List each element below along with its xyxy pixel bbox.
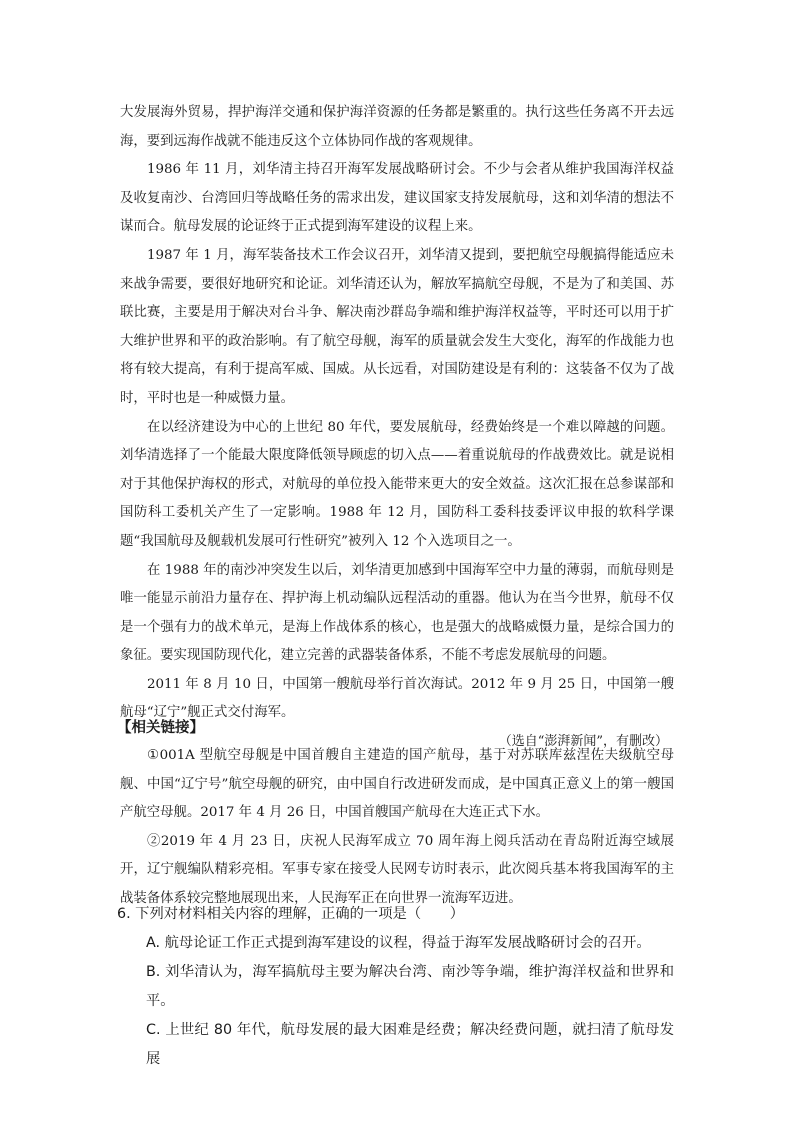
article-source: （选自“澎湃新闻”，有删改）: [498, 734, 668, 750]
question-block: [117, 900, 674, 1074]
question-option-b: B. 刘华清认为，海军搞航母主要为解决台湾、南沙等争端，维护海洋权益和世界和平。: [146, 964, 674, 1009]
article-paragraph-2: 1986 年 11 月，刘华清主持召开海军发展战略研讨会。不少与会者从维护我国海洋权益及收复南沙、台湾回归等战略任务的需求出发，建议国家支持发展航母，这和刘华清的想法不谋而合。航母发展的论证终于正式提到海军建设的议程上来。: [120, 162, 674, 235]
article-paragraph-3: 1987 年 1 月，海军装备技术工作会议召开，刘华清又提到，要把航空母舰搞得能适应未来战争需要，要很好地研究和论证。刘华清还认为，解放军搞航空母舰，不是为了和美国、苏联比赛，主要是用于解决对台斗争、解决南沙群岛争端和维护海洋权益等，平时还可以用于扩大维护世界和平的政治影响。有了航空母舰，海军的质量就会发生大变化，海军的作战能力也将有较大提高，有利于提高军威、国威。从长远看，对国防建设是有利的：这装备不仅为了战时，平时也是一种威慑力量。: [120, 247, 674, 406]
question-option-a: A. 航母论证工作正式提到海军建设的议程，得益于海军发展战略研讨会的召开。: [146, 935, 651, 951]
article-paragraph-5: 在 1988 年的南沙冲突发生以后，刘华清更加感到中国海军空中力量的薄弱，而航母则是唯一能显示前沿力量存在、捍护海上机动编队远程活动的重器。他认为在当今世界，航母不仅是一个强有力的战术单元，是海上作战体系的核心，也是强大的战略威慑力量，是综合国力的象征。要实现国防现代化，建立完善的武器装备体系，不能不考虑发展航母的问题。: [120, 562, 674, 664]
related-links-heading: 【相关链接】: [117, 720, 204, 736]
article-paragraph-4: 在以经济建设为中心的上世纪 80 年代，要发展航母，经费始终是一个难以障越的问题。刘华清选择了一个能最大限度降低领导顾虑的切入点——着重说航母的作战费效比。就是说相对于其他保护海权的形式，对航母的单位投入能带来更大的安全效益。这次汇报在总参谋部和国防科工委机关产生了一定影响。1988 年 12 月，国防科工委科技委评议申报的软科学课题“我国航母及舰载机发展可行性研究”被列入 12 个入选项目之一。: [120, 419, 674, 549]
question-stem: 6. 下列对材料相关内容的理解，正确的一项是（ ）: [117, 906, 465, 922]
article-paragraph-6: 2011 年 8 月 10 日，中国第一艘航母举行首次海试。2012 年 9 月 25 日，中国第一艘航母“辽宁”舰正式交付海军。: [120, 676, 674, 721]
article-paragraph-1: 大发展海外贸易，捍护海洋交通和保护海洋资源的任务都是繁重的。执行这些任务离不开去远海，要到远海作战就不能违反这个立体协同作战的客观规律。: [120, 105, 674, 149]
related-link-item-2: ②2019 年 4 月 23 日，庆祝人民海军成立 70 周年海上阅兵活动在青岛附近海空域展开，辽宁舰编队精彩亮相。军事专家在接受人民网专访时表示，此次阅兵基本将我国海军的主战装备体系较完整地展现出来，人民海军正在向世界一流海军迈进。: [120, 833, 674, 906]
question-option-c: C. 上世纪 80 年代，航母发展的最大困难是经费；解决经费问题，就扫清了航母发展: [146, 1022, 674, 1067]
related-link-item-1: ①001A 型航空母舰是中国首艘自主建造的国产航母，基于对苏联库兹涅佐夫级航空母舰、中国“辽宁号”航空母舰的研究，由中国自行改进研发而成，是中国真正意义上的第一艘国产航空母舰。2017 年 4 月 26 日，中国首艘国产航母在大连正式下水。: [120, 748, 674, 821]
article-body: [120, 99, 674, 756]
